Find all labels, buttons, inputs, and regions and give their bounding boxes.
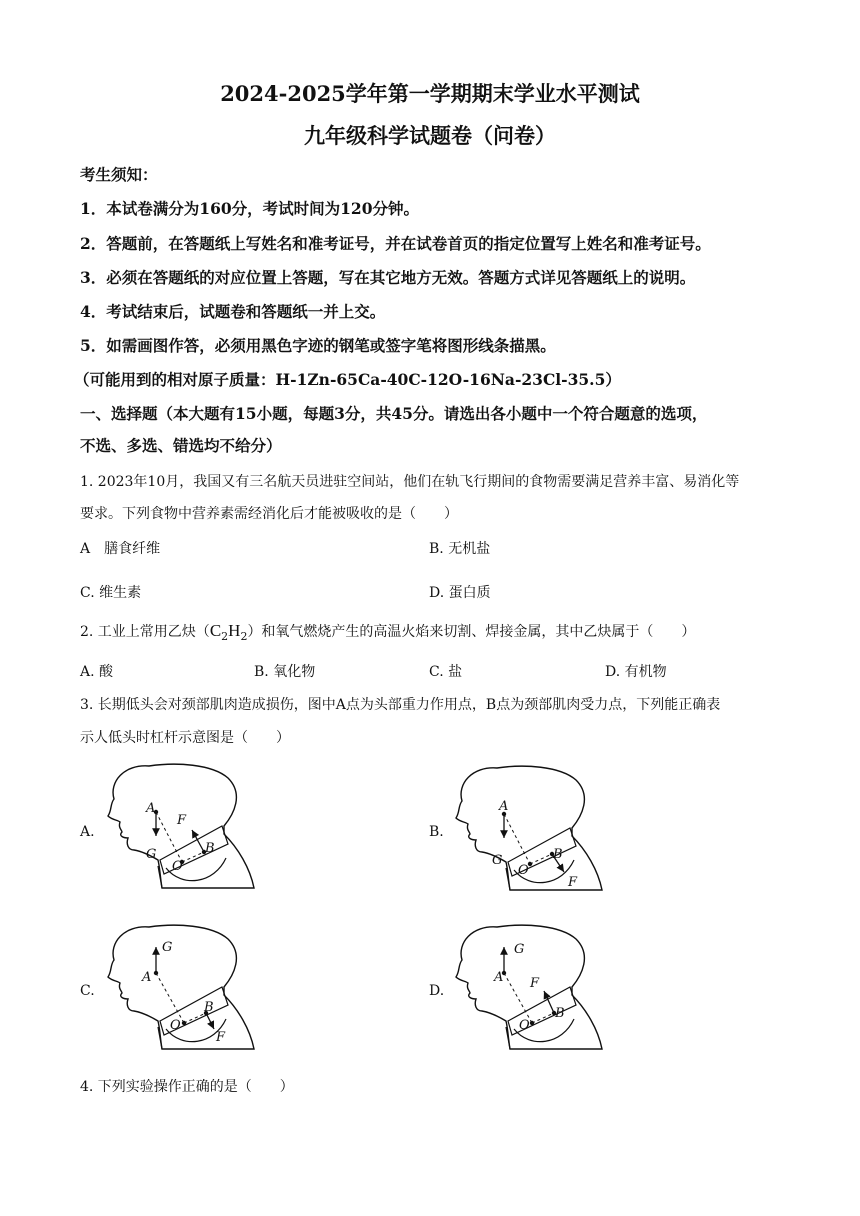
label-o: O [518,863,529,878]
q2-option-c: C. 盐 [429,664,463,680]
exam-title: 2024-2025学年第一学期期末学业水平测试 [220,81,640,106]
q3-stem-line1: 3. 长期低头会对颈部肌肉造成损伤，图中A点为头部重力作用点，B点为颈部肌肉受力点，下列能正确表 [80,697,721,713]
label-g: G [514,942,525,957]
notice-item-3: 3．必须在答题纸的对应位置上答题，写在其它地方无效。答题方式详见答题纸上的说明。 [80,268,696,287]
q1-option-d: D. 蛋白质 [429,585,491,601]
label-g: G [492,853,503,868]
figure-d [452,925,612,1055]
label-f: F [216,1030,226,1045]
q1-option-b: B. 无机盐 [429,541,491,557]
formula-h: H [228,621,241,640]
q1-option-a: A 膳食纤维 [80,541,161,557]
notice-item-5: 5．如需画图作答，必须用黑色字迹的钢笔或签字笔将图形线条描黑。 [80,336,556,355]
q2-stem-after: ）和氧气燃烧产生的高温火焰来切割、焊接金属，其中乙炔属于（ ） [247,624,696,640]
q3-option-a-label: A. [80,824,95,840]
q3-option-b-label: B. [429,824,444,840]
q1-stem-line1: 1. 2023年10月，我国又有三名航天员进驻空间站，他们在轨飞行期间的食物需要满足营养丰富、易消化等 [80,474,740,490]
label-o: O [172,859,183,874]
q2-option-a: A. 酸 [80,664,114,680]
label-a: A [142,970,152,985]
notice-heading: 考生须知： [80,165,158,184]
section-heading-line1: 一、选择题（本大题有15小题，每题3分，共45分。请选出各小题中一个符合题意的选项， [80,404,708,423]
formula-c: C [209,621,222,640]
figure-b [452,766,612,896]
label-o: O [519,1018,530,1033]
label-g: G [162,940,173,955]
q2-option-b: B. 氧化物 [254,664,316,680]
exam-subtitle: 九年级科学试题卷（问卷） [304,123,556,148]
q2-stem [80,621,695,643]
label-b: B [205,841,215,856]
q3-stem-line2: 示人低头时杠杆示意图是（ ） [80,730,290,746]
notice-item-1: 1．本试卷满分为160分，考试时间为120分钟。 [80,199,419,218]
q2-stem-before: 2. 工业上常用乙炔（ [80,624,210,640]
label-g: G [146,847,157,862]
label-o: O [170,1018,181,1033]
figure-c [104,925,264,1055]
label-f: F [177,813,187,828]
label-b: B [204,1000,214,1015]
figure-a [104,764,264,894]
formula-h-sub: 2 [240,629,248,643]
label-f: F [568,875,578,890]
label-a: A [146,801,156,816]
label-b: B [555,1006,565,1021]
q2-option-d: D. 有机物 [605,664,667,680]
label-a: A [499,799,509,814]
notice-item-4: 4．考试结束后，试题卷和答题纸一并上交。 [80,302,386,321]
formula-c-sub: 2 [221,629,229,643]
notice-item-2: 2．答题前，在答题纸上写姓名和准考证号，并在试卷首页的指定位置写上姓名和准考证号。 [80,234,711,253]
section-heading-line2: 不选、多选、错选均不给分） [80,436,282,455]
q3-option-c-label: C. [80,983,95,999]
q1-option-c: C. 维生素 [80,585,142,601]
label-a: A [494,970,504,985]
label-f: F [530,976,540,991]
atomic-masses-note: （可能用到的相对原子质量：H-1Zn-65Ca-40C-12O-16Na-23Cl-35.5） [74,370,621,389]
label-b: B [553,847,563,862]
q3-option-d-label: D. [429,983,445,999]
q4-stem: 4. 下列实验操作正确的是（ ） [80,1079,294,1095]
q1-stem-line2: 要求。下列食物中营养素需经消化后才能被吸收的是（ ） [80,506,458,522]
